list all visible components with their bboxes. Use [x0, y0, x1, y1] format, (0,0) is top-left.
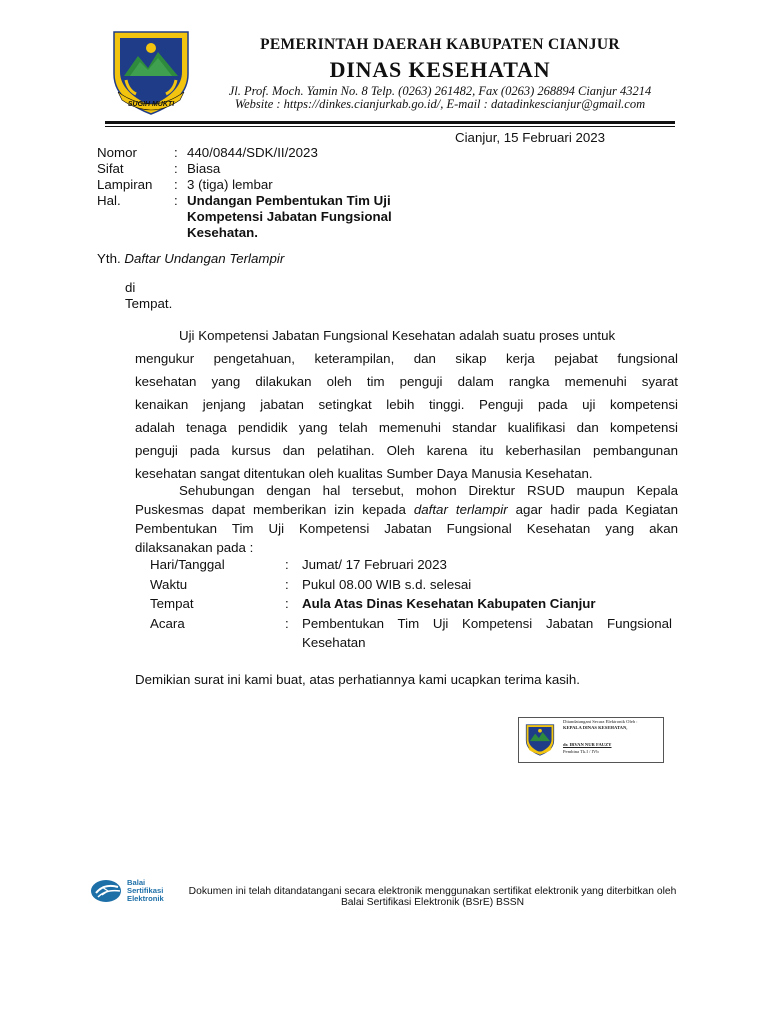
bsre-label-1: Balai — [127, 878, 146, 887]
detail-value-date: Jumat/ 17 Februari 2023 — [302, 557, 447, 572]
recipient — [97, 251, 284, 267]
letterhead-rule-thick — [105, 121, 675, 124]
detail-value-time: Pukul 08.00 WIB s.d. selesai — [302, 577, 472, 592]
meta-value-hal-1: Undangan Pembentukan Tim Uji — [187, 193, 391, 208]
logo-motto: SUGIH MUKTI — [127, 101, 175, 108]
bsre-label-2: Sertifikasi — [127, 886, 164, 895]
paragraph1-line1: Uji Kompetensi Jabatan Fungsional Kesehatan adalah suatu proses untuk — [179, 328, 616, 343]
detail-label-time: Waktu — [150, 577, 188, 592]
detail-value-event-1: Pembentukan Tim Uji Kompetensi Jabatan Fungsional — [302, 616, 672, 631]
footer-note-line1: Dokumen ini telah ditandatangani secara elektronik menggunakan sertifikat elektronik yang diterbitkan oleh — [188, 886, 677, 897]
detail-colon: : — [285, 616, 289, 631]
paragraph1-line5: adalah tenaga pendidik yang telah memenuhi standar kualifikasi dan kompetensi — [135, 420, 678, 435]
paragraph2-line3: Pembentukan Tim Uji Kompetensi Jabatan Fungsional Kesehatan yang akan — [135, 521, 678, 536]
detail-colon: : — [285, 596, 289, 611]
meta-value-nomor: 440/0844/SDK/II/2023 — [187, 145, 318, 160]
letterhead-agency: DINAS KESEHATAN — [329, 57, 551, 82]
meta-colon: : — [174, 161, 178, 176]
meta-value-lampiran: 3 (tiga) lembar — [187, 177, 273, 192]
paragraph1-line6: penguji pada kursus dan pelatihan. Oleh karena itu keberhasilan pembangunan — [135, 443, 678, 458]
paragraph1-line3: kesehatan yang dilakukan oleh tim penguji dalam rangka memenuhi syarat — [135, 374, 678, 389]
letter-date: Cianjur, 15 Februari 2023 — [455, 130, 606, 145]
meta-label-hal: Hal. — [97, 193, 121, 208]
letterhead-rule-thin — [105, 126, 675, 127]
meta-label-nomor: Nomor — [97, 145, 137, 160]
meta-label-lampiran: Lampiran — [97, 177, 153, 192]
meta-colon: : — [174, 193, 178, 208]
recipient-di: di — [125, 280, 136, 295]
meta-colon: : — [174, 177, 178, 192]
detail-label-date: Hari/Tanggal — [150, 557, 225, 572]
meta-label-sifat: Sifat — [97, 161, 124, 176]
meta-value-sifat: Biasa — [187, 161, 221, 176]
meta-colon: : — [174, 145, 178, 160]
bsre-label-3: Elektronik — [127, 894, 164, 903]
letterhead-government: PEMERINTAH DAERAH KABUPATEN CIANJUR — [260, 36, 620, 53]
letterhead-address: Jl. Prof. Moch. Yamin No. 8 Telp. (0263) 261482, Fax (0263) 268894 Cianjur 43214 — [228, 84, 652, 98]
cianjur-regency-logo — [108, 30, 194, 116]
paragraph1-line7: kesehatan sangat ditentukan oleh kualitas Sumber Daya Manusia Kesehatan. — [135, 466, 593, 481]
recipient-name: Daftar Undangan Terlampir — [124, 251, 285, 266]
signature-rank: Pembina Tk.I / IVb — [563, 749, 599, 754]
meta-value-hal-2: Kompetensi Jabatan Fungsional — [187, 209, 392, 224]
signature-name: dr. IRVAN NUR FAUZY — [563, 742, 612, 747]
detail-colon: : — [285, 557, 289, 572]
bsre-logo-icon — [90, 877, 126, 903]
meta-value-hal-3: Kesehatan. — [187, 225, 258, 240]
detail-value-event-2: Kesehatan — [302, 635, 366, 650]
detail-label-event: Acara — [150, 616, 185, 631]
paragraph2-line2 — [135, 500, 678, 520]
signature-line2: KEPALA DINAS KESEHATAN, — [563, 725, 628, 730]
paragraph1-line2: mengukur pengetahuan, keterampilan, dan sikap kerja pejabat fungsional — [135, 351, 678, 366]
detail-value-place: Aula Atas Dinas Kesehatan Kabupaten Cianjur — [302, 596, 596, 611]
signature-line1: Ditandatangani Secara Elektronik Oleh : — [563, 719, 638, 724]
paragraph2-line4: dilaksanakan pada : — [135, 540, 254, 555]
paragraph2-line2-italic: daftar terlampir — [413, 502, 508, 517]
letterhead-contact: Website : https://dinkes.cianjurkab.go.id/, E-mail : datadinkescianjur@gmail.com — [234, 97, 646, 111]
paragraph2-line2-a: Puskesmas dapat memberikan izin kepada — [135, 502, 414, 517]
footer-note-line2: Balai Sertifikasi Elektronik (BSrE) BSSN — [340, 897, 525, 908]
recipient-prefix: Yth. — [97, 251, 121, 266]
closing-sentence: Demikian surat ini kami buat, atas perhatiannya kami ucapkan terima kasih. — [135, 672, 580, 687]
paragraph2-line1: Sehubungan dengan hal tersebut, mohon Direktur RSUD maupun Kepala — [179, 483, 678, 498]
detail-label-place: Tempat — [150, 596, 194, 611]
signature-logo-icon — [524, 724, 556, 756]
paragraph1-line4: kenaikan jenjang jabatan setingkat lebih tinggi. Penguji pada uji kompetensi — [135, 397, 678, 412]
paragraph2-line2-b: agar hadir pada Kegiatan — [507, 502, 678, 517]
recipient-tempat: Tempat. — [125, 296, 173, 311]
detail-colon: : — [285, 577, 289, 592]
